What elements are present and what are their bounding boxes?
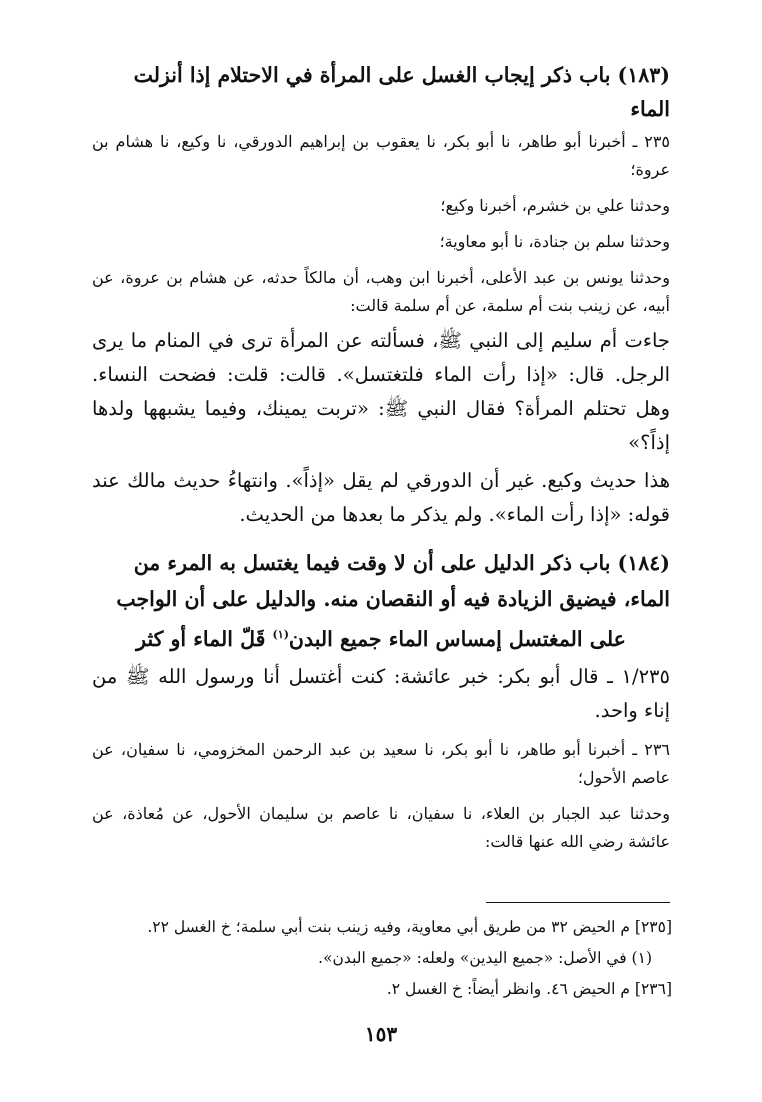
hadith-235-matn: جاءت أم سليم إلى النبي ﷺ، فسألته عن المرأة ترى في المنام ما يرى الرجل. قال: «إذا رأت الماء فلتغتسل». قالت: قلت: فضحت النساء. وهل تحتلم المرأة؟ فقال النبي ﷺ: «تربت يمينك، وفيما يشبهها ولدها إذاً؟» — [92, 329, 670, 454]
hadith-236-isnad-1: ٢٣٦ ـ أخبرنا أبو طاهر، نا أبو بكر، نا سعيد بن عبد الرحمن المخزومي، نا سفيان، عن عاصم الأحول؛ — [92, 739, 670, 787]
footnote-236: [٢٣٦] م الحيض ٤٦. وانظر أيضاً: خ الغسل ٢. — [386, 980, 672, 998]
footnote-1: (١) في الأصل: «جميع اليدين» ولعله: «جميع البدن». — [318, 949, 652, 967]
footnote-divider — [486, 902, 670, 903]
hadith-235-isnad-4: وحدثنا يونس بن عبد الأعلى، أخبرنا ابن وهب، أن مالكاً حدثه، عن هشام بن عروة، عن أبيه، عن زينب بنت أم سلمة، عن أم سلمة قالت: — [92, 268, 670, 315]
hadith-235-isnad-3: وحدثنا سلم بن جنادة، نا أبو معاوية؛ — [439, 232, 670, 251]
chapter-184-title-line-2: الماء، فيضيق الزيادة فيه أو النقصان منه. والدليل على أن الواجب — [116, 587, 670, 611]
footnote-235: [٢٣٥] م الحيض ٣٢ من طريق أبي معاوية، وفيه زينب بنت أبي سلمة؛ خ الغسل ٢٢. — [147, 918, 672, 936]
hadith-235-1: ١/٢٣٥ ـ قال أبو بكر: خبر عائشة: كنت أغتسل أنا ورسول الله ﷺ من إناء واحد. — [92, 664, 670, 722]
hadith-235-note: هذا حديث وكيع. غير أن الدورقي لم يقل «إذاً». وانتهاءُ حديث مالك عند قوله: «إذا رأت الماء». ولم يذكر ما بعدها من الحديث. — [92, 469, 670, 526]
footnotes — [92, 912, 672, 1005]
chapter-183-title: (١٨٣) باب ذكر إيجاب الغسل على المرأة في الاحتلام إذا أنزلت الماء — [133, 63, 670, 121]
hadith-235-isnad-1: ٢٣٥ ـ أخبرنا أبو طاهر، نا أبو بكر، نا يعقوب بن إبراهيم الدورقي، نا وكيع، نا هشام بن عروة؛ — [92, 132, 670, 179]
hadith-236-isnad-2: وحدثنا عبد الجبار بن العلاء، نا سفيان، نا عاصم بن سليمان الأحول، عن مُعاذة، عن عائشة رضي الله عنها قالت: — [92, 803, 670, 851]
hadith-235-isnad-2: وحدثنا علي بن خشرم، أخبرنا وكيع؛ — [440, 196, 670, 215]
chapter-184-title-line-3-b: قَلّ الماء أو كثر — [136, 626, 273, 651]
chapter-184-title-line-1: (١٨٤) باب ذكر الدليل على أن لا وقت فيما يغتسل به المرء من — [133, 551, 670, 575]
page-number: ١٥٣ — [364, 1022, 398, 1046]
chapter-184-title-line-3-a: على المغتسل إمساس الماء جميع البدن — [288, 626, 626, 651]
footnote-ref-1: (١) — [272, 628, 289, 641]
